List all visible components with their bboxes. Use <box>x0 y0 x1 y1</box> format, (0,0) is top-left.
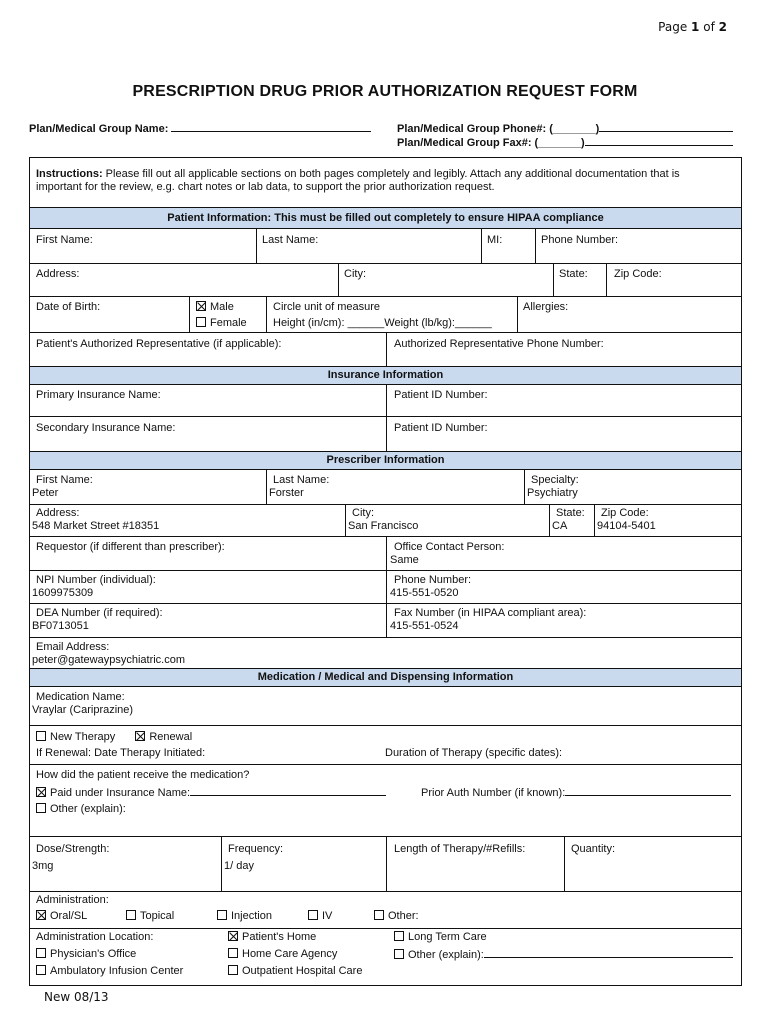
patient-mi[interactable]: MI: <box>487 234 503 246</box>
outpatient-checkbox[interactable] <box>228 965 238 975</box>
page-number <box>0 20 727 34</box>
prescriber-first-name-value: Peter <box>32 487 59 499</box>
fax-label: Fax Number (in HIPAA compliant area): <box>394 607 587 619</box>
therapy-type[interactable] <box>36 731 192 744</box>
paid-insurance-option[interactable] <box>36 786 386 800</box>
ambulatory-checkbox[interactable] <box>36 965 46 975</box>
home-care-label: Home Care Agency <box>242 948 338 960</box>
npi-number[interactable] <box>32 574 156 600</box>
prescriber-last-name-label: Last Name: <box>273 474 330 486</box>
admin-location-label: Administration Location: <box>36 931 154 943</box>
page-of: of <box>703 20 715 34</box>
group-phone-field[interactable] <box>397 122 733 135</box>
admin-oral-option[interactable] <box>36 910 87 923</box>
patient-allergies[interactable]: Allergies: <box>523 301 569 313</box>
frequency-value: 1/ day <box>224 860 254 872</box>
group-name-field[interactable] <box>29 122 371 135</box>
gender-male-option[interactable] <box>196 301 234 314</box>
dea-number[interactable] <box>32 607 163 633</box>
email-value: peter@gatewaypsychiatric.com <box>32 654 186 666</box>
new-therapy-checkbox[interactable] <box>36 731 46 741</box>
prescriber-zip-label: Zip Code: <box>601 507 649 519</box>
iv-label: IV <box>322 910 333 922</box>
page-label: Page <box>658 20 688 34</box>
prescriber-address[interactable] <box>32 507 160 533</box>
instructions <box>36 168 726 194</box>
prescriber-phone-label: Phone Number: <box>394 574 472 586</box>
patient-dob[interactable]: Date of Birth: <box>36 301 101 313</box>
primary-insurance[interactable]: Primary Insurance Name: <box>36 389 161 401</box>
loc-other-label: Other (explain): <box>408 949 484 961</box>
requestor[interactable]: Requestor (if different than prescriber): <box>36 541 225 553</box>
long-term-care-checkbox[interactable] <box>394 931 404 941</box>
prescriber-specialty-label: Specialty: <box>531 474 579 486</box>
prescriber-specialty-value: Psychiatry <box>527 487 578 499</box>
quantity[interactable]: Quantity: <box>571 843 616 855</box>
patient-address[interactable]: Address: <box>36 268 80 280</box>
prescriber-first-name-label: First Name: <box>36 474 93 486</box>
dose-label: Dose/Strength: <box>36 843 110 855</box>
prescriber-email[interactable] <box>32 641 186 667</box>
paid-insurance-label: Paid under Insurance Name: <box>50 787 191 799</box>
therapy-duration[interactable]: Duration of Therapy (specific dates): <box>385 747 563 759</box>
admin-topical-option[interactable] <box>126 910 174 923</box>
patients-home-label: Patient's Home <box>242 931 317 943</box>
administration-label: Administration: <box>36 894 109 906</box>
fax-value: 415-551-0524 <box>390 620 459 632</box>
prior-auth-label: Prior Auth Number (if known): <box>421 787 566 799</box>
oral-checkbox[interactable] <box>36 910 46 920</box>
medication-name-label: Medication Name: <box>36 691 125 703</box>
prescriber-fax[interactable] <box>390 607 587 633</box>
loc-ambulatory-option[interactable] <box>36 965 183 978</box>
admin-other-option[interactable] <box>374 910 419 923</box>
form-title: PRESCRIPTION DRUG PRIOR AUTHORIZATION REQUEST FORM <box>132 83 638 100</box>
dea-value: BF0713051 <box>32 620 89 632</box>
prescriber-state-label: State: <box>556 507 585 519</box>
long-term-care-label: Long Term Care <box>408 931 487 943</box>
prescriber-first-name[interactable] <box>32 474 93 500</box>
medication-band: Medication / Medical and Dispensing Information <box>30 668 741 687</box>
insurance-band: Insurance Information <box>30 366 741 385</box>
medication-name-value: Vraylar (Cariprazine) <box>32 704 134 716</box>
injection-label: Injection <box>231 910 272 922</box>
patients-home-checkbox[interactable] <box>228 931 238 941</box>
office-contact-value: Same <box>390 554 419 566</box>
female-checkbox[interactable] <box>196 317 206 327</box>
gender-female-option[interactable] <box>196 317 247 330</box>
injection-checkbox[interactable] <box>217 910 227 920</box>
oral-label: Oral/SL <box>50 910 88 922</box>
instructions-text: Please fill out all applicable sections on both pages completely and legibly. Attach any additional documentation that is important for the review, e.g. chart notes or lab data, to support the prior authorization request. <box>36 168 680 193</box>
group-fax-field[interactable] <box>397 136 733 149</box>
email-label: Email Address: <box>36 641 110 653</box>
prescriber-phone-value: 415-551-0520 <box>390 587 459 599</box>
prescriber-last-name[interactable] <box>269 474 330 500</box>
instructions-heading: Instructions: <box>36 168 103 180</box>
other-received-label: Other (explain): <box>50 803 126 815</box>
frequency-label: Frequency: <box>228 843 284 855</box>
loc-other-checkbox[interactable] <box>394 949 404 959</box>
home-care-checkbox[interactable] <box>228 948 238 958</box>
patient-zip[interactable]: Zip Code: <box>614 268 662 280</box>
group-phone-label: Plan/Medical Group Phone#: (_______) <box>397 123 600 135</box>
loc-patients-home-option[interactable] <box>228 931 316 944</box>
admin-iv-option[interactable] <box>308 910 332 923</box>
topical-checkbox[interactable] <box>126 910 136 920</box>
loc-physicians-office-option[interactable] <box>36 948 136 961</box>
patient-phone[interactable]: Phone Number: <box>541 234 619 246</box>
medication-name[interactable] <box>32 691 134 717</box>
other-received-option[interactable] <box>36 803 126 816</box>
patient-first-name[interactable]: First Name: <box>36 234 93 246</box>
prescriber-state-value: CA <box>552 520 568 532</box>
group-fax-label: Plan/Medical Group Fax#: (_______) <box>397 137 585 149</box>
dose-value: 3mg <box>32 860 54 872</box>
authorized-rep-phone[interactable]: Authorized Representative Phone Number: <box>394 338 604 350</box>
frequency[interactable] <box>224 843 284 873</box>
dose-strength[interactable] <box>32 843 110 873</box>
prescriber-phone[interactable] <box>390 574 472 600</box>
physicians-office-checkbox[interactable] <box>36 948 46 958</box>
authorized-representative[interactable]: Patient's Authorized Representative (if applicable): <box>36 338 282 350</box>
female-label: Female <box>210 317 247 329</box>
primary-patient-id[interactable]: Patient ID Number: <box>394 389 488 401</box>
how-received: How did the patient receive the medication? <box>36 769 250 781</box>
male-label: Male <box>210 301 234 313</box>
renewal-label: Renewal <box>149 731 193 743</box>
ambulatory-label: Ambulatory Infusion Center <box>50 965 184 977</box>
group-fax-line[interactable] <box>585 136 733 146</box>
form-body <box>29 157 742 986</box>
new-therapy-label: New Therapy <box>50 731 116 743</box>
prior-auth-line[interactable] <box>565 786 731 796</box>
group-phone-line[interactable] <box>599 122 733 132</box>
group-name-label: Plan/Medical Group Name: <box>29 123 172 135</box>
prescriber-city[interactable] <box>348 507 419 533</box>
prescriber-zip-value: 94104-5401 <box>597 520 656 532</box>
prescriber-zip[interactable] <box>597 507 656 533</box>
patient-band: Patient Information: This must be filled out completely to ensure HIPAA compliance <box>30 207 741 229</box>
npi-value: 1609975309 <box>32 587 94 599</box>
prescriber-band: Prescriber Information <box>30 451 741 470</box>
office-contact[interactable] <box>390 541 505 567</box>
secondary-patient-id[interactable]: Patient ID Number: <box>394 422 488 434</box>
prescriber-last-name-value: Forster <box>269 487 304 499</box>
admin-other-checkbox[interactable] <box>374 910 384 920</box>
circle-unit-label: Circle unit of measure <box>273 301 380 313</box>
length-of-therapy[interactable]: Length of Therapy/#Refills: <box>394 843 526 855</box>
dea-label: DEA Number (if required): <box>36 607 163 619</box>
topical-label: Topical <box>140 910 175 922</box>
secondary-insurance[interactable]: Secondary Insurance Name: <box>36 422 176 434</box>
loc-other-line[interactable] <box>484 948 733 958</box>
prescriber-state[interactable] <box>552 507 585 533</box>
outpatient-label: Outpatient Hospital Care <box>242 965 363 977</box>
loc-outpatient-option[interactable] <box>228 965 362 978</box>
loc-long-term-care-option[interactable] <box>394 931 487 944</box>
height-weight-field[interactable]: Height (in/cm): ______Weight (lb/kg):______ <box>273 317 492 329</box>
group-name-line[interactable] <box>171 122 371 132</box>
iv-checkbox[interactable] <box>308 910 318 920</box>
patient-state[interactable]: State: <box>559 268 588 280</box>
prior-auth-number[interactable] <box>421 786 731 800</box>
prescriber-address-value: 548 Market Street #18351 <box>32 520 160 532</box>
prescriber-city-value: San Francisco <box>348 520 419 532</box>
renewal-checkbox[interactable] <box>135 731 145 741</box>
office-contact-label: Office Contact Person: <box>394 541 505 553</box>
patient-city[interactable]: City: <box>344 268 366 280</box>
other-received-checkbox[interactable] <box>36 803 46 813</box>
npi-label: NPI Number (individual): <box>36 574 156 586</box>
admin-other-label: Other: <box>388 910 419 922</box>
male-checkbox[interactable] <box>196 301 206 311</box>
prescriber-city-label: City: <box>352 507 374 519</box>
page-total: 2 <box>718 20 727 34</box>
prescriber-specialty[interactable] <box>527 474 579 500</box>
prescriber-address-label: Address: <box>36 507 80 519</box>
admin-injection-option[interactable] <box>217 910 272 923</box>
loc-other-option[interactable] <box>394 948 733 962</box>
form-version: New 08/13 <box>44 990 109 1004</box>
patient-last-name[interactable]: Last Name: <box>262 234 319 246</box>
renewal-date-initiated[interactable]: If Renewal: Date Therapy Initiated: <box>36 747 206 759</box>
page-current: 1 <box>691 20 700 34</box>
physicians-office-label: Physician's Office <box>50 948 137 960</box>
loc-home-care-option[interactable] <box>228 948 337 961</box>
paid-insurance-checkbox[interactable] <box>36 787 46 797</box>
insurance-name-line[interactable] <box>190 786 386 796</box>
